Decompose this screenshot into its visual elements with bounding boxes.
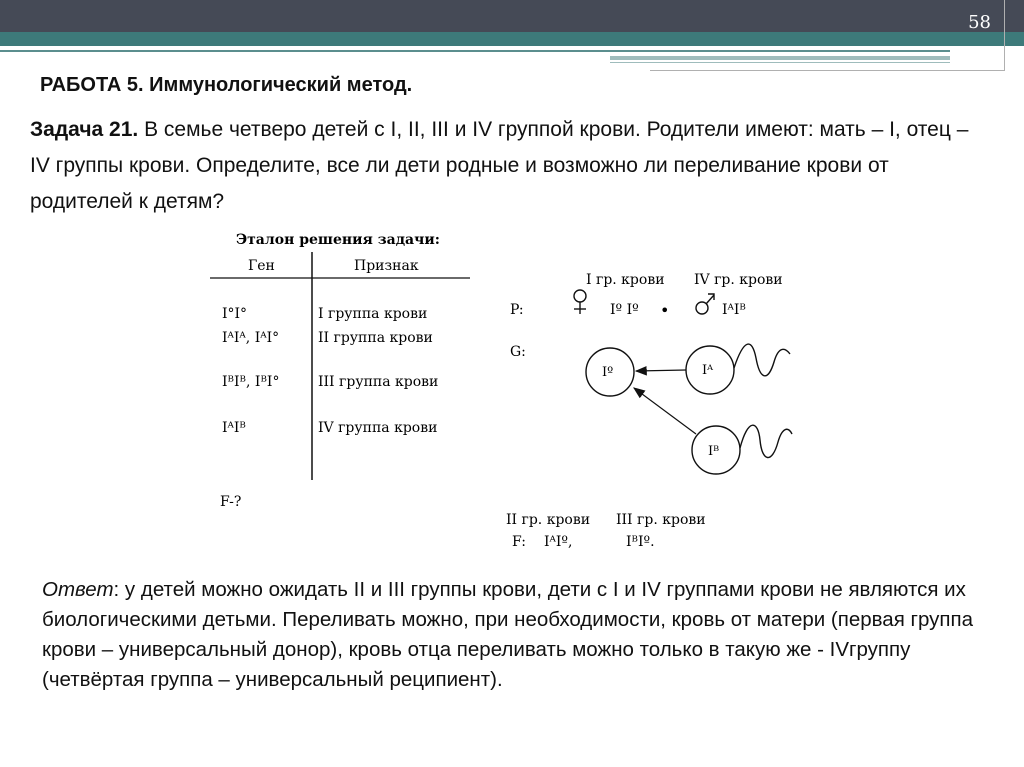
f-label: F: <box>512 534 526 550</box>
decor-line <box>610 56 950 60</box>
p-label: P: <box>510 302 524 318</box>
trait-row-3: III группа крови <box>318 374 439 390</box>
reference-heading: Эталон решения задачи: <box>236 232 440 248</box>
decor-line <box>1004 0 1005 71</box>
trait-row-2: II группа крови <box>318 330 433 346</box>
sperm-tail <box>740 425 792 457</box>
f-child-group-2: III гр. крови <box>616 512 706 528</box>
page-number: 58 <box>968 12 991 33</box>
cross-dot: • <box>660 301 670 320</box>
gamete-b-label: Iᴮ <box>708 444 720 459</box>
arrow-a <box>636 370 686 371</box>
f-genotype-2: IᴮIº. <box>626 534 655 550</box>
top-bar <box>0 0 1024 32</box>
gene-row-3: IᴮIᴮ, IᴮI° <box>222 374 280 390</box>
task-text <box>30 112 990 220</box>
f-child-group-1: II гр. крови <box>506 512 591 528</box>
gene-row-4: IᴬIᴮ <box>222 420 246 436</box>
f-question: F-? <box>220 494 242 510</box>
trait-row-1: I группа крови <box>318 306 428 322</box>
male-icon <box>696 294 714 314</box>
slide-title: РАБОТА 5. Иммунологический метод. <box>40 74 413 96</box>
decor-line <box>610 62 950 63</box>
answer-body: : у детей можно ожидать II и III группы крови, дети с I и IV группами крови не являются их биологическими детьми. Переливать можно, при необходимости, кровь от матери (первая группа крови – универсальный донор), кровь отца переливать можно только в такую же - IVгруппу (четвёртая группа – универсальный реципиент). <box>42 578 973 691</box>
father-genotype: IᴬIᴮ <box>722 302 746 318</box>
mother-group: I гр. крови <box>586 272 665 288</box>
trait-row-4: IV группа крови <box>318 420 438 436</box>
mother-genotype: Iº Iº <box>610 302 639 318</box>
gene-row-2: IᴬIᴬ, IᴬI° <box>222 330 280 346</box>
female-icon <box>574 290 586 314</box>
arrow-b <box>634 388 696 434</box>
father-group: IV гр. крови <box>694 272 783 288</box>
answer-label: Ответ <box>42 578 114 601</box>
g-label: G: <box>510 344 526 360</box>
decor-line <box>0 50 950 52</box>
decor-line <box>650 70 1005 71</box>
answer-text <box>42 575 1002 695</box>
reference-table <box>200 222 490 522</box>
column-trait: Признак <box>354 258 419 274</box>
gamete-a-label: Iᴬ <box>702 363 714 378</box>
accent-bar <box>0 32 1024 46</box>
task-label: Задача 21. <box>30 118 139 141</box>
gamete-mother-label: Iº <box>602 365 614 380</box>
crossing-scheme <box>500 258 800 553</box>
task-body: В семье четверо детей с I, II, III и IV группой крови. Родители имеют: мать – I, отец – IV группы крови. Определите, все ли дети родные и возможно ли переливание крови от родителей к детям? <box>30 118 969 213</box>
sperm-tail <box>734 344 790 376</box>
gene-row-1: I°I° <box>222 306 248 322</box>
f-genotype-1: IᴬIº, <box>544 534 573 550</box>
column-gene: Ген <box>248 258 275 274</box>
